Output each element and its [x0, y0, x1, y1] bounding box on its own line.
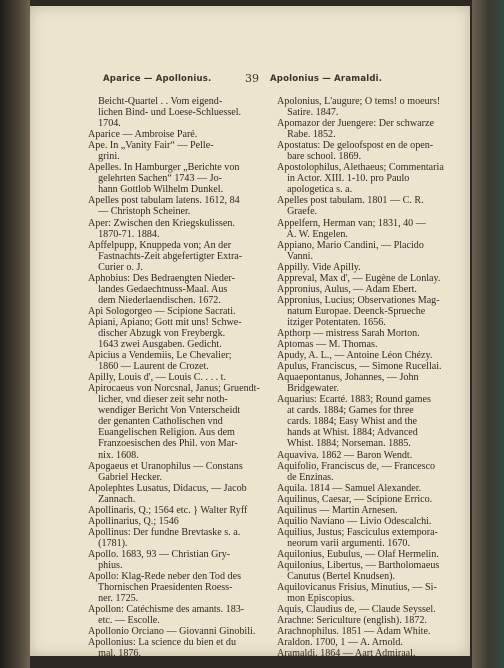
entry-line: Canutus (Bertel Knudsen). [277, 571, 396, 583]
book-spine-left [0, 0, 30, 668]
entry-line: Aphobius: Des Bedraengten Nieder- [88, 272, 235, 284]
entry-line: ner. 1725. [88, 593, 139, 605]
entry-line: Rabe. 1852. [277, 129, 336, 141]
entry-line: 1704. [88, 118, 121, 130]
entry-line: Apostolophilus, Alethaeus; Commentaria [277, 162, 444, 174]
entry-line: Apudy, A. L., — Antoine Léon Chézy. [277, 350, 433, 362]
entry-line: Apollonius: La science du bien et du [88, 637, 237, 649]
entry-line: Ape. In „Vanity Fair“ — Pelle- [88, 140, 214, 152]
entry-line: Arachnophilus. 1851 — Adam White. [277, 626, 431, 638]
entry-line: (1781). [88, 537, 128, 549]
entry-line: Apollo: Klag-Rede neber den Tod des [88, 571, 241, 583]
book-edge-right [472, 0, 504, 668]
entry-line: Apomazor der Juengere: Der schwarze [277, 118, 434, 130]
entry-line: itziger Potentaten. 1656. [277, 316, 386, 328]
entry-line: Aquarius: Ecarté. 1883; Round games [277, 394, 431, 406]
entry-line: Fastnachts-Zeit abgefertigter Extra- [88, 250, 243, 262]
entry-line: neorum varii argumenti. 1670. [277, 537, 410, 549]
entry-line: Apolonius, L'augure; O tems! o moeurs! [277, 96, 441, 107]
entry-line: Aquila. 1814 — Samuel Alexander. [277, 482, 422, 494]
entry-line: — Christoph Scheiner. [88, 206, 191, 218]
entry-line: Aquifolio, Franciscus de, — Francesco [277, 460, 436, 472]
entry-line: natum Europae. Deenck-Sprueche [277, 305, 426, 317]
entry-line: discher Abzugk von Freybergk. [88, 327, 226, 339]
entry-line: Aparice — Ambroise Paré. [88, 129, 198, 141]
entry-line: licher, vnd dieser zeit sehr noth- [88, 394, 228, 406]
entry-line: Aquaepontanus, Johannes, — John [277, 372, 419, 384]
entry-line: Aper: Zwischen den Kriegskulissen. [88, 217, 235, 229]
entry-line: Aquilovicanus Frisius, Minutius, — Si- [277, 582, 437, 594]
entry-line: Apffelpupp, Knuppeda von; An der [88, 239, 232, 251]
entry-line: Aquilinus, Caesar, — Scipione Errico. [277, 493, 433, 505]
entry-line: Appronius, Lucius; Observationes Mag- [277, 294, 440, 306]
entry-line: mon Episcopius. [277, 593, 355, 605]
entry-line: Zannach. [88, 493, 136, 505]
entry-line: cards. 1884; Easy Whist and the [277, 416, 417, 428]
entry-line: Apulus, Franciscus, — Simone Rucellai. [277, 361, 442, 373]
page-number: 39 [245, 72, 259, 85]
entry-line: Franzoesischen des Phil. von Mar- [88, 438, 238, 450]
right-column [277, 96, 455, 659]
entry-line: Whist. 1884; Norseman. 1885. [277, 438, 411, 450]
entry-line: 1860 — Laurent de Crozet. [88, 361, 209, 373]
entry-line: Appilly. Vide Apilly. [277, 261, 361, 273]
entry-line: Aquilius, Justus; Fasciculus extempora- [277, 526, 438, 538]
entry-line: Apollonio Orciano — Giovanni Ginobili. [88, 626, 256, 638]
entry-line: hands at Whist. 1884; Advanced [277, 427, 418, 439]
entry-line: Apiani, Apiano; Gott mit uns! Schwe- [88, 316, 242, 328]
entry-line: Bridgewater. [277, 383, 339, 395]
entry-line: Aquilinus — Martin Arnesen. [277, 504, 398, 516]
entry-line: Apollinus: Der fundne Brevtaske s. a. [88, 526, 241, 538]
left-column [88, 96, 268, 659]
book-page [30, 6, 470, 660]
entry-line: Api Sologorgeo — Scipione Sacrati. [88, 305, 236, 317]
entry-line: dem Niederlaendischen. 1672. [88, 294, 221, 306]
entry-line: Apthorp — mistress Sarah Morton. [277, 327, 420, 339]
entry-line: Appreval, Max d', — Eugène de Lonlay. [277, 272, 441, 284]
entry-line: Appronius, Aulus, — Adam Ebert. [277, 283, 417, 295]
entry-line: grini. [88, 151, 120, 163]
entry-line: Apollon: Catéchisme des amants. 183- [88, 604, 245, 616]
entry-line: Beicht-Quartel . . Vom eigend- [88, 96, 223, 107]
entry-line: Apogaeus et Uranophilus — Constans [88, 460, 243, 472]
entry-line: Araldon. 1700, 1 — A. Arnold. [277, 637, 403, 649]
entry-line: Apelles post tabulam latens. 1612, 84 [88, 195, 240, 207]
entry-line: Aquis, Claudius de, — Claude Seyssel. [277, 604, 436, 616]
entry-line: hann Gottlob Wilhelm Dunkel. [88, 184, 224, 196]
entry-line: phius. [88, 559, 123, 571]
entry-line: Satire. 1847. [277, 107, 339, 119]
entry-line: Aquilio Naviano — Livio Odescalchi. [277, 515, 432, 527]
header-left: Aparice — Apollonius. [103, 74, 212, 84]
entry-line: der genanten Catholischen vnd [88, 416, 223, 428]
entry-line: Gabriel Hecker. [88, 471, 162, 483]
entry-line: Arachne: Sericulture (english). 1872. [277, 615, 427, 627]
entry-line: gelehrten Sachen“ 1743 — Jo- [88, 173, 222, 185]
entry-line: at cards. 1884; Games for three [277, 405, 414, 417]
running-header [30, 74, 470, 88]
entry-line: landes Gedaechtnuss-Maal. Aus [88, 283, 228, 295]
entry-line: 1643 zwei Ausgaben. Gedicht. [88, 339, 222, 351]
entry-line: in Actor. XIII. 1-10. pro Paulo [277, 173, 410, 185]
entry-line: Apolephtes Lusatus, Didacus, — Jacob [88, 482, 247, 494]
entry-line: Apirocaeus von Norcsnal, Janus; Gruendt- [88, 383, 260, 395]
entry-line: Apollinaris, Q.; 1564 etc. } Walter Ryff [88, 504, 248, 516]
entry-line: Aquilonius, Eubulus, — Olaf Hermelin. [277, 548, 439, 560]
entry-line: Aquaviva. 1862 — Baron Wendt. [277, 449, 413, 461]
entry-line: Apilly, Louis d', — Louis C. . . . t. [88, 372, 226, 384]
header-right: Apolonius — Aramaldi. [270, 74, 383, 84]
entry-line: A. W. Engelen. [277, 228, 348, 240]
entry-line: Appelfern, Herman van; 1831, 40 — [277, 217, 426, 229]
entry-line: etc. — Escolle. [88, 615, 160, 627]
entry-line: Aptomas — M. Thomas. [277, 339, 378, 351]
entry-line: Curier o. J. [88, 261, 143, 273]
entry-line: Vanni. [277, 250, 313, 262]
entry-line: apologetica s. a. [277, 184, 353, 196]
entry-line: 1870-71. 1884. [88, 228, 160, 240]
entry-line: nix. 1608. [88, 449, 139, 461]
entry-line: wendiger Bericht Von Vnterscheidt [88, 405, 241, 417]
entry-line: Apollinarius, Q.; 1546 [88, 515, 179, 527]
entry-line: de Enzinas. [277, 471, 334, 483]
entry-line: Thornischen Praesidenten Roess- [88, 582, 233, 594]
entry-line: Graefe. [277, 206, 318, 218]
entry-line: Aquilonius, Libertus, — Bartholomaeus [277, 559, 440, 571]
entry-line: bare school. 1869. [277, 151, 362, 163]
entry-line: Euangelischen Religion. Aus dem [88, 427, 235, 439]
entry-line: Apicius a Vendemiis, Le Chevalier; [88, 350, 232, 362]
entry-line: lichen Bind- und Loese-Schluessel. [88, 107, 242, 119]
entry-line: Apelles. In Hamburger „Berichte von [88, 162, 240, 174]
entry-line: Apollo. 1683, 93 — Christian Gry- [88, 548, 231, 560]
entry-line: Appiano, Mario Candini, — Placido [277, 239, 424, 251]
entry-line: mal. 1876. [88, 648, 141, 660]
entry-line: Apelles post tabulam. 1801 — C. R. [277, 195, 424, 207]
entry-line: Apostatus: De geloofspost en de open- [277, 140, 434, 152]
entry-line: Aramaldi. 1864 — Aart Admiraal. [277, 648, 416, 660]
